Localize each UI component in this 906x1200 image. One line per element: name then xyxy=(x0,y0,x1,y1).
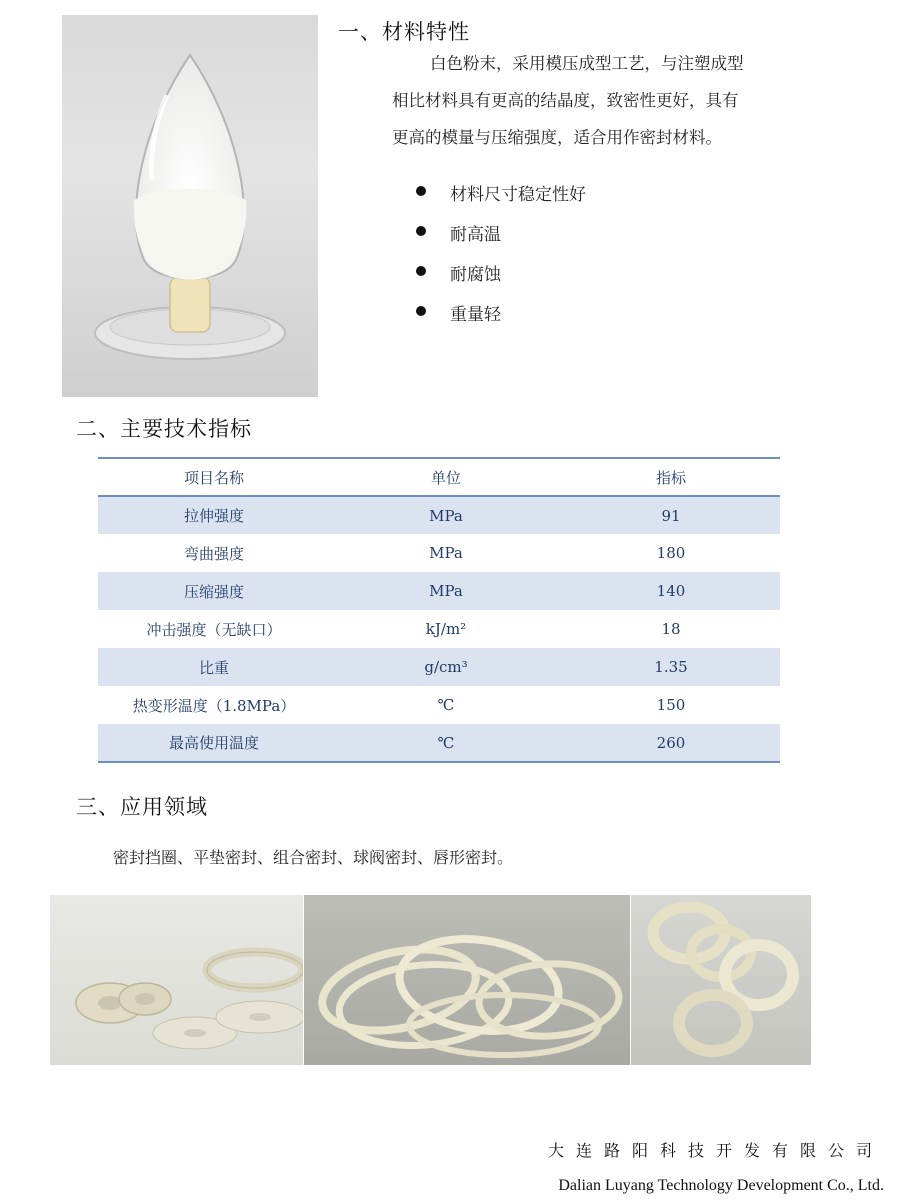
paragraph-line-1: 白色粉末，采用模压成型工艺，与注塑成型 xyxy=(430,54,744,73)
table-header-row xyxy=(98,458,780,496)
feature-label: 耐高温 xyxy=(450,225,501,245)
flat-gasket-illustration xyxy=(50,895,303,1065)
row-name: 热变形温度（1.8MPa） xyxy=(132,696,296,715)
row-unit: MPa xyxy=(330,572,562,610)
feature-item xyxy=(416,300,586,340)
seal-ring-photo xyxy=(304,895,630,1065)
company-name-cn: 大连路阳科技开发有限公司 xyxy=(547,1141,884,1160)
table-row xyxy=(98,610,780,648)
spec-table xyxy=(98,457,780,763)
row-unit: kJ/m² xyxy=(425,620,467,638)
feature-label: 材料尺寸稳定性好 xyxy=(450,185,586,205)
row-value: 140 xyxy=(562,572,780,610)
feature-list xyxy=(416,180,586,340)
paragraph-line-3: 更高的模量与压缩强度，适合用作密封材料。 xyxy=(392,128,722,147)
row-value: 180 xyxy=(656,544,686,562)
row-name: 冲击强度（无缺口） xyxy=(146,620,282,639)
row-value: 91 xyxy=(562,496,780,534)
bullet-icon xyxy=(416,226,426,236)
seal-ring-illustration xyxy=(304,895,630,1065)
row-name: 拉伸强度 xyxy=(98,496,330,534)
flat-gasket-photo xyxy=(50,895,303,1065)
feature-item xyxy=(416,180,586,220)
column-header-name: 项目名称 xyxy=(98,458,330,496)
section3-title: 三、应用领域 xyxy=(76,795,208,819)
row-name: 弯曲强度 xyxy=(183,544,244,563)
valve-seal-illustration xyxy=(631,895,811,1065)
row-unit: MPa xyxy=(330,496,562,534)
section2-title: 二、主要技术指标 xyxy=(76,417,252,441)
table-row xyxy=(98,648,780,686)
section1-title: 一、材料特性 xyxy=(338,20,470,44)
feature-item xyxy=(416,220,586,260)
powder-bottle-photo xyxy=(62,15,318,397)
table-row xyxy=(98,534,780,572)
section1-paragraph xyxy=(392,50,812,161)
valve-seal-photo xyxy=(631,895,811,1065)
row-name: 压缩强度 xyxy=(98,572,330,610)
row-name: 比重 xyxy=(98,648,330,686)
row-unit: g/cm³ xyxy=(330,648,562,686)
paragraph-line-2: 相比材料具有更高的结晶度，致密性更好，具有 xyxy=(392,91,739,110)
application-text: 密封挡圈、平垫密封、组合密封、球阀密封、唇形密封。 xyxy=(113,848,514,867)
row-unit: ℃ xyxy=(330,724,562,762)
row-value: 260 xyxy=(562,724,780,762)
bullet-icon xyxy=(416,306,426,316)
row-unit: ℃ xyxy=(437,696,455,714)
company-name-en: Dalian Luyang Technology Development Co., Ltd. xyxy=(558,1177,884,1194)
table-row xyxy=(98,686,780,724)
bullet-icon xyxy=(416,186,426,196)
powder-bottle-illustration xyxy=(62,15,318,397)
row-value: 150 xyxy=(656,696,686,714)
column-header-unit: 单位 xyxy=(330,458,562,496)
row-value: 1.35 xyxy=(562,648,780,686)
row-unit: MPa xyxy=(429,544,463,562)
row-value: 18 xyxy=(661,620,681,638)
row-name: 最高使用温度 xyxy=(98,724,330,762)
table-row xyxy=(98,724,780,762)
bullet-icon xyxy=(416,266,426,276)
table-row xyxy=(98,496,780,534)
feature-label: 重量轻 xyxy=(450,305,501,325)
feature-label: 耐腐蚀 xyxy=(450,265,501,285)
feature-item xyxy=(416,260,586,300)
column-header-value: 指标 xyxy=(562,458,780,496)
table-row xyxy=(98,572,780,610)
